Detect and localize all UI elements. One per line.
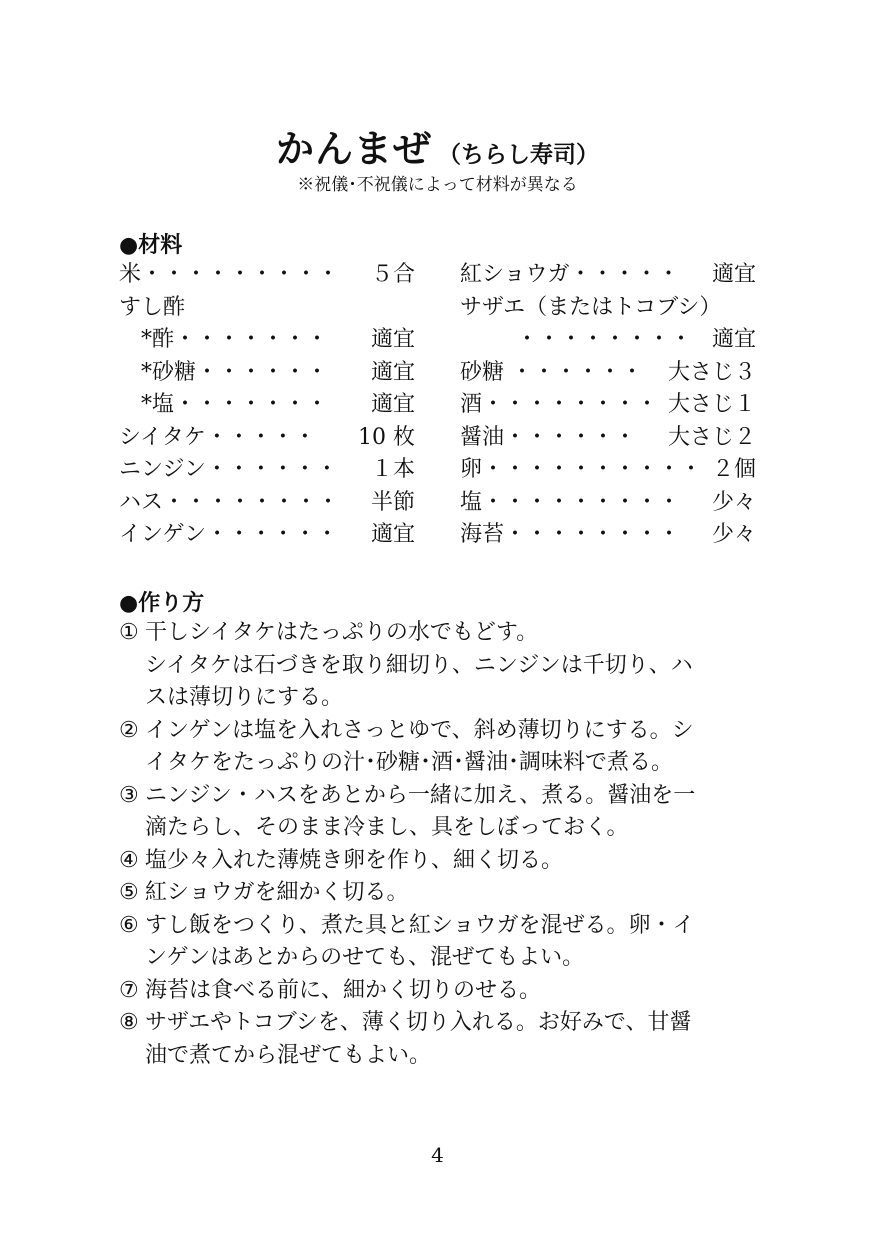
step-item xyxy=(119,910,761,975)
step-line: 干しシイタケはたっぷりの水でもどす。 xyxy=(145,620,539,645)
ingredient-name: 酒・・・・・・・・ xyxy=(460,392,659,417)
step-item xyxy=(119,975,761,1008)
ingredient-name: 米・・・・・・・・・ xyxy=(119,262,340,287)
step-text xyxy=(145,1007,761,1072)
ingredient-row xyxy=(460,292,756,325)
step-line: シイタケは石づきを取り細切り、ニンジンは千切り、ハ xyxy=(145,652,693,678)
ingredient-amount: 適宜 xyxy=(370,359,415,385)
step-item xyxy=(119,780,761,845)
step-line: ニンジン・ハスをあとから一緒に加え、煮る。醤油を一 xyxy=(145,782,696,808)
ingredient-amount: 適宜 xyxy=(370,327,415,352)
ingredient-name: *塩・・・・・・・ xyxy=(141,392,329,417)
ingredient-name: サザエ（またはトコブシ） xyxy=(460,294,722,320)
ingredient-amount: 適宜 xyxy=(370,522,415,547)
ingredient-name: *砂糖・・・・・・ xyxy=(141,359,329,385)
ingredient-name: 醤油・・・・・・ xyxy=(460,424,637,450)
ingredient-row xyxy=(460,259,756,292)
step-line: 油で煮てから混ぜてもよい。 xyxy=(145,1042,432,1068)
ingredient-row xyxy=(460,389,756,422)
ingredient-row xyxy=(119,292,415,325)
title-sub: （ちらし寿司） xyxy=(438,142,599,168)
step-line: 滴たらし、そのまま冷まし、具をしぼっておく。 xyxy=(145,815,629,840)
step-text xyxy=(145,975,761,1008)
ingredient-row xyxy=(460,519,756,552)
ingredients-right-column xyxy=(460,259,756,552)
ingredient-amount: 大さじ２ xyxy=(667,424,756,450)
step-line: 塩少々入れた薄焼き卵を作り、細く切る。 xyxy=(145,847,564,873)
step-number: ② xyxy=(119,717,139,743)
ingredient-row xyxy=(460,487,756,520)
step-line: インゲンは塩を入れさっとゆで、斜め薄切りにする。シ xyxy=(145,717,694,743)
ingredient-row xyxy=(460,422,756,455)
step-text xyxy=(145,715,761,780)
ingredient-amount: 少々 xyxy=(711,489,756,515)
step-line: スは薄切りにする。 xyxy=(145,685,344,710)
ingredient-name: インゲン・・・・・・ xyxy=(119,522,339,547)
step-number: ① xyxy=(119,620,139,645)
ingredient-amount: 適宜 xyxy=(370,392,415,417)
ingredient-amount: 大さじ３ xyxy=(667,359,756,385)
ingredient-name: 塩・・・・・・・・・ xyxy=(460,489,681,515)
ingredient-row xyxy=(119,487,415,520)
step-text xyxy=(145,877,761,910)
step-text xyxy=(145,910,761,975)
ingredient-amount: 適宜 xyxy=(711,262,756,287)
ingredient-amount: 10 枚 xyxy=(358,424,415,450)
ingredient-amount: 適宜 xyxy=(711,327,756,352)
ingredient-name: ニンジン・・・・・・ xyxy=(119,457,338,482)
ingredient-row xyxy=(119,389,415,422)
ingredient-name: 砂糖 ・・・・・・ xyxy=(460,359,643,385)
ingredient-row xyxy=(460,324,756,357)
ingredient-name: ・・・・・・・・ xyxy=(516,327,693,352)
ingredient-name: 海苔・・・・・・・・ xyxy=(460,522,681,547)
ingredient-row xyxy=(460,357,756,390)
ingredient-amount: 半節 xyxy=(370,489,415,515)
ingredient-name: *酢・・・・・・・ xyxy=(141,327,329,352)
ingredient-row xyxy=(119,259,415,292)
title-note: ※祝儀･不祝儀によって材料が異なる xyxy=(297,175,578,195)
step-item xyxy=(119,1007,761,1072)
step-text xyxy=(145,845,761,878)
ingredient-row xyxy=(119,519,415,552)
page-number: 4 xyxy=(431,1143,444,1167)
step-number: ⑧ xyxy=(119,1010,139,1035)
title-main: かんまぜ xyxy=(275,127,432,171)
ingredient-amount: 大さじ１ xyxy=(667,392,756,417)
ingredient-name: すし酢 xyxy=(119,294,186,320)
ingredient-name: 卵・・・・・・・・・・ xyxy=(460,457,703,482)
ingredient-amount: １本 xyxy=(370,457,415,482)
step-item xyxy=(119,617,761,715)
ingredient-amount: 少々 xyxy=(711,522,756,547)
step-number: ④ xyxy=(119,847,139,873)
steps-heading: ●作り方 xyxy=(119,591,205,616)
ingredients-heading: ●材料 xyxy=(119,233,183,258)
ingredient-amount: ２個 xyxy=(711,457,756,482)
step-item xyxy=(119,845,761,878)
recipe-title xyxy=(0,118,875,173)
ingredient-row xyxy=(119,324,415,357)
ingredient-name: ハス・・・・・・・・ xyxy=(119,489,340,515)
step-line: すし飯をつくり、煮た具と紅ショウガを混ぜる。卵・イ xyxy=(145,912,695,938)
ingredient-amount: ５合 xyxy=(370,262,415,287)
step-item xyxy=(119,877,761,910)
step-line: ンゲンはあとからのせても、混ぜてもよい。 xyxy=(145,945,585,970)
ingredient-row xyxy=(460,454,756,487)
ingredient-name: 紅ショウガ・・・・・ xyxy=(460,262,680,287)
ingredients-left-column xyxy=(119,259,415,552)
step-text xyxy=(145,780,761,845)
step-text xyxy=(145,617,761,715)
step-number: ⑤ xyxy=(119,880,139,905)
step-number: ⑦ xyxy=(119,977,139,1003)
step-number: ⑥ xyxy=(119,912,139,938)
ingredient-row xyxy=(119,357,415,390)
step-line: サザエやトコブシを、薄く切り入れる。お好みで、甘醤 xyxy=(145,1010,692,1035)
ingredient-row xyxy=(119,454,415,487)
step-number: ③ xyxy=(119,782,139,808)
ingredient-row xyxy=(119,422,415,455)
step-line: 紅ショウガを細かく切る。 xyxy=(145,880,409,905)
steps-list xyxy=(119,617,761,1072)
step-item xyxy=(119,715,761,780)
ingredient-name: シイタケ・・・・・ xyxy=(119,424,316,450)
step-line: 海苔は食べる前に、細かく切りのせる。 xyxy=(145,977,542,1003)
step-line: イタケをたっぷりの汁･砂糖･酒･醤油･調味料で煮る。 xyxy=(145,750,674,775)
